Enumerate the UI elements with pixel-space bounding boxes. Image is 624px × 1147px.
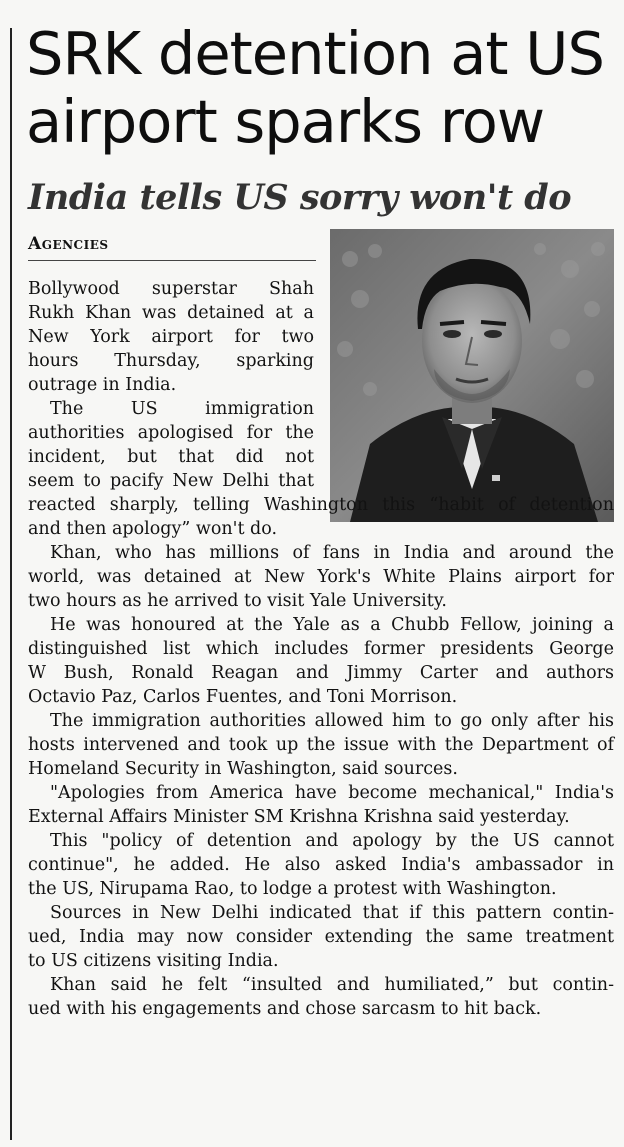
- body-line: incident, but that did not: [28, 447, 314, 467]
- body-line: The immigration authorities allowed him to go only after his: [50, 711, 614, 731]
- body-line: Khan, who has millions of fans in India and around the: [50, 543, 614, 563]
- body-line: world, was detained at New York's White Plains airport for: [28, 567, 614, 587]
- body-line: ued with his engagements and chose sarcasm to hit back.: [28, 999, 542, 1019]
- portrait-image: [330, 229, 614, 522]
- body-line: Khan said he felt “insulted and humiliated,” but contin-: [50, 975, 614, 995]
- article-photo: [330, 229, 614, 522]
- body-line: The US immigration: [50, 399, 314, 419]
- body-line: "Apologies from America have become mechanical," India's: [50, 783, 614, 803]
- body-line: New York airport for two: [28, 327, 314, 347]
- headline-line-1: SRK detention at US: [26, 19, 604, 88]
- body-line: hours Thursday, sparking: [28, 351, 314, 371]
- body-line: the US, Nirupama Rao, to lodge a protest with Washington.: [28, 879, 557, 899]
- body-line: authorities apologised for the: [28, 423, 314, 443]
- headline: [26, 20, 620, 156]
- body-line: and then apology” won't do.: [28, 519, 278, 539]
- body-line: He was honoured at the Yale as a Chubb Fellow, joining a: [50, 615, 614, 635]
- body-line: External Affairs Minister SM Krishna Krishna said yesterday.: [28, 807, 570, 827]
- body-line: Sources in New Delhi indicated that if this pattern contin-: [50, 903, 614, 923]
- byline-rule: [28, 260, 316, 261]
- body-line: W Bush, Ronald Reagan and Jimmy Carter and authors: [28, 663, 614, 683]
- body-line: two hours as he arrived to visit Yale University.: [28, 591, 447, 611]
- body-line: This "policy of detention and apology by the US cannot: [50, 831, 614, 851]
- body-line: continue", he added. He also asked India's ambassador in: [28, 855, 614, 875]
- byline: Agencies: [28, 234, 109, 254]
- body-line: distinguished list which includes former presidents George: [28, 639, 614, 659]
- body-line: to US citizens visiting India.: [28, 951, 279, 971]
- body-line: ued, India may now consider extending the same treatment: [28, 927, 614, 947]
- body-line: seem to pacify New Delhi that: [28, 471, 314, 491]
- body-line: Bollywood superstar Shah: [28, 279, 314, 299]
- column-rule: [10, 28, 12, 1140]
- body-line: hosts intervened and took up the issue with the Department of: [28, 735, 614, 755]
- body-line: Rukh Khan was detained at a: [28, 303, 314, 323]
- body-line: reacted sharply, telling Washington this “habit of detention: [28, 495, 614, 515]
- headline-line-2: airport sparks row: [26, 87, 545, 156]
- body-line: Homeland Security in Washington, said sources.: [28, 759, 458, 779]
- body-line: Octavio Paz, Carlos Fuentes, and Toni Morrison.: [28, 687, 458, 707]
- body-line: outrage in India.: [28, 375, 177, 395]
- subheadline: India tells US sorry won't do: [28, 177, 572, 218]
